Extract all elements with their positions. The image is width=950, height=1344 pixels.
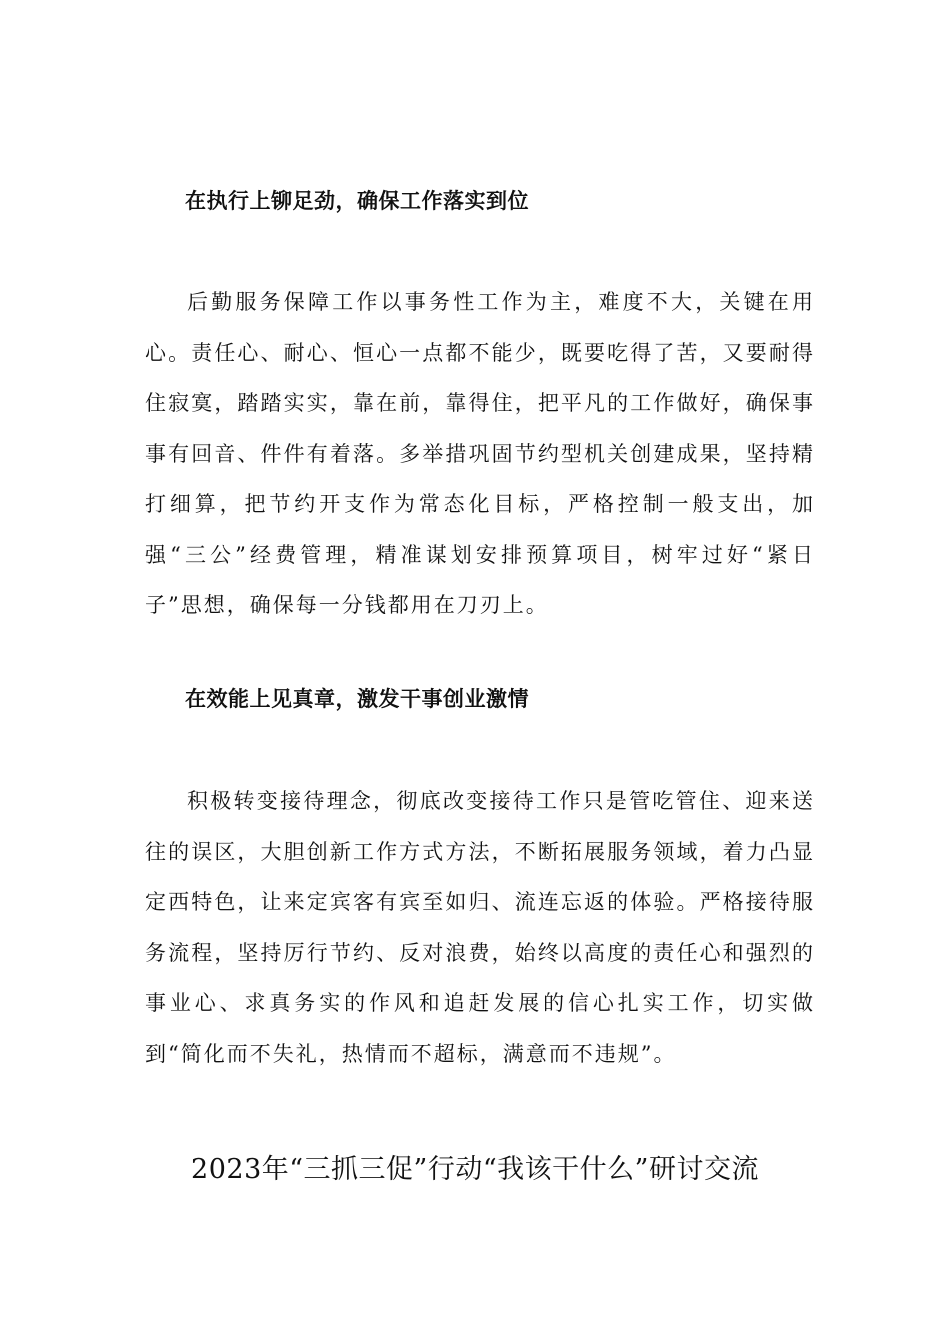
section-paragraph-execution: 后勤服务保障工作以事务性工作为主，难度不大，关键在用心。责任心、耐心、恒心一点都不能少，既要吃得了苦，又要耐得住寂寞，踏踏实实，靠在前，靠得住，把平凡的工作做好，确保事事有回音、件件有着落。多举措巩固节约型机关创建成果，坚持精打细算，把节约开支作为常态化目标，严格控制一般支出，加强“三公”经费管理，精准谋划安排预算项目，树牢过好“紧日子”思想，确保每一分钱都用在刀刃上。 <box>145 290 815 617</box>
section-paragraph-efficiency: 积极转变接待理念，彻底改变接待工作只是管吃管住、迎来送往的误区，大胆创新工作方式方法，不断拓展服务领域，着力凸显定西特色，让来定宾客有宾至如归、流连忘返的体验。严格接待服务流程，坚持厉行节约、反对浪费，始终以高度的责任心和强烈的事业心、求真务实的作风和追赶发展的信心扎实工作，切实做到“简化而不失礼，热情而不超标，满意而不违规”。 <box>145 789 815 1066</box>
document-title: 2023年“三抓三促”行动“我该干什么”研讨交流 <box>191 1154 759 1185</box>
section-heading-execution: 在执行上铆足劲，确保工作落实到位 <box>185 188 529 213</box>
section-heading-efficiency: 在效能上见真章，激发干事创业激情 <box>185 686 529 711</box>
